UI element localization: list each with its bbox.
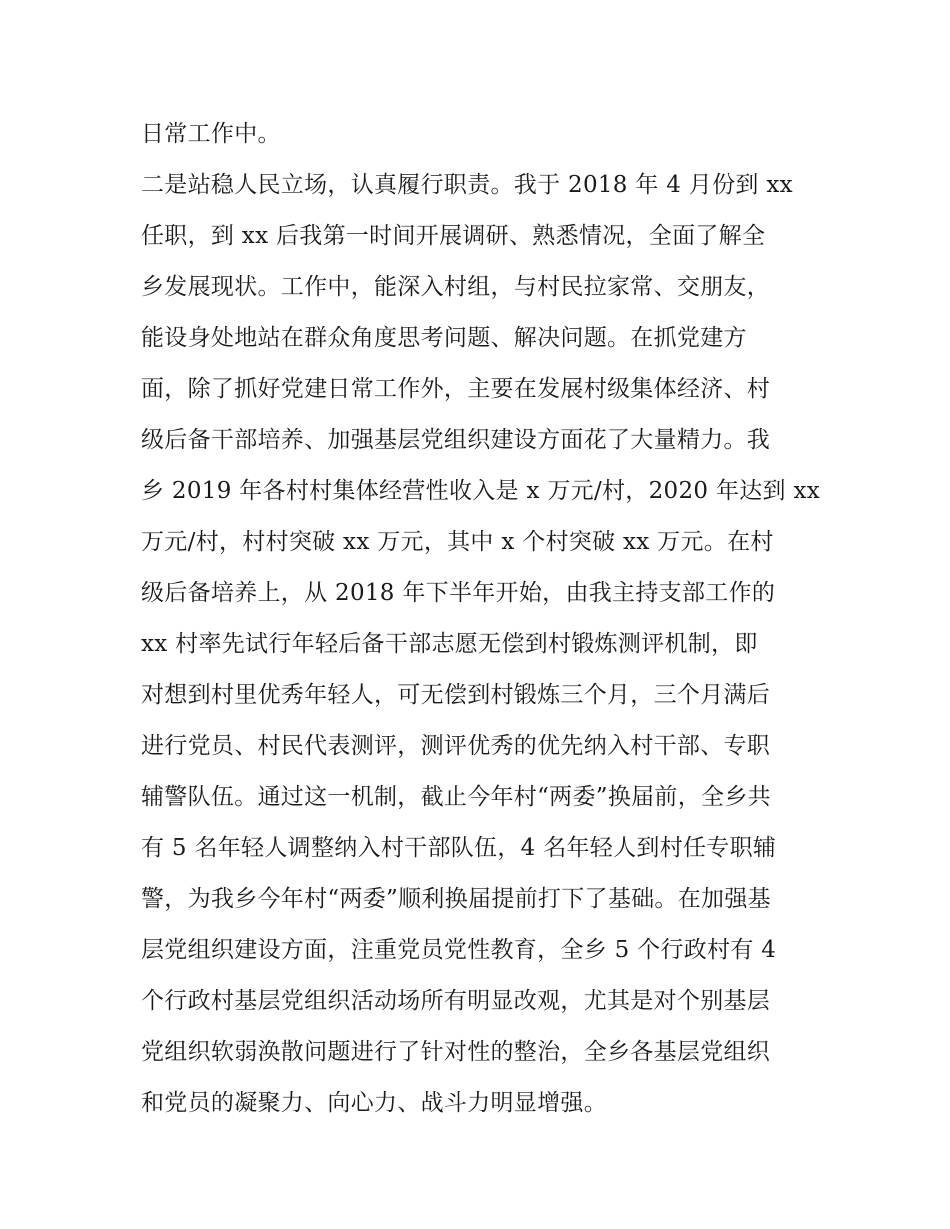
text-line: 个行政村基层党组织活动场所有明显改观，尤其是对个别基层 — [141, 988, 771, 1014]
text-line: 层党组织建设方面，注重党员党性教育，全乡 5 个行政村有 4 — [141, 937, 777, 963]
text-line: 任职，到 xx 后我第一时间开展调研、熟悉情况，全面了解全 — [141, 223, 766, 249]
text-line: 党组织软弱涣散问题进行了针对性的整治，全乡各基层党组织 — [141, 1039, 771, 1065]
text-line: 辅警队伍。通过这一机制，截止今年村“两委”换届前，全乡共 — [141, 784, 771, 810]
text-line: 级后备培养上，从 2018 年下半年开始，由我主持支部工作的 — [141, 580, 776, 606]
text-line: 级后备干部培养、加强基层党组织建设方面花了大量精力。我 — [141, 427, 771, 453]
text-line: 有 5 名年轻人调整纳入村干部队伍，4 名年轻人到村任专职辅 — [141, 835, 777, 861]
text-line: 乡 2019 年各村村集体经营性收入是 x 万元/村，2020 年达到 xx — [141, 478, 820, 504]
text-line: 和党员的凝聚力、向心力、战斗力明显增强。 — [141, 1090, 607, 1116]
text-line: 二是站稳人民立场，认真履行职责。我于 2018 年 4 月份到 xx — [141, 172, 793, 198]
text-line: 万元/村，村村突破 xx 万元，其中 x 个村突破 xx 万元。在村 — [141, 529, 774, 555]
text-line: xx 村率先试行年轻后备干部志愿无偿到村锻炼测评机制，即 — [141, 631, 758, 657]
text-line: 进行党员、村民代表测评，测评优秀的优先纳入村干部、专职 — [141, 733, 771, 759]
text-line: 能设身处地站在群众角度思考问题、解决问题。在抓党建方 — [141, 325, 747, 351]
text-line: 乡发展现状。工作中，能深入村组，与村民拉家常、交朋友， — [141, 274, 771, 300]
text-line: 对想到村里优秀年轻人，可无偿到村锻炼三个月，三个月满后 — [141, 682, 771, 708]
text-line: 警，为我乡今年村“两委”顺利换届提前打下了基础。在加强基 — [141, 886, 771, 912]
text-line: 日常工作中。 — [141, 121, 281, 147]
text-line: 面，除了抓好党建日常工作外，主要在发展村级集体经济、村 — [141, 376, 771, 402]
body-text — [141, 109, 821, 1129]
